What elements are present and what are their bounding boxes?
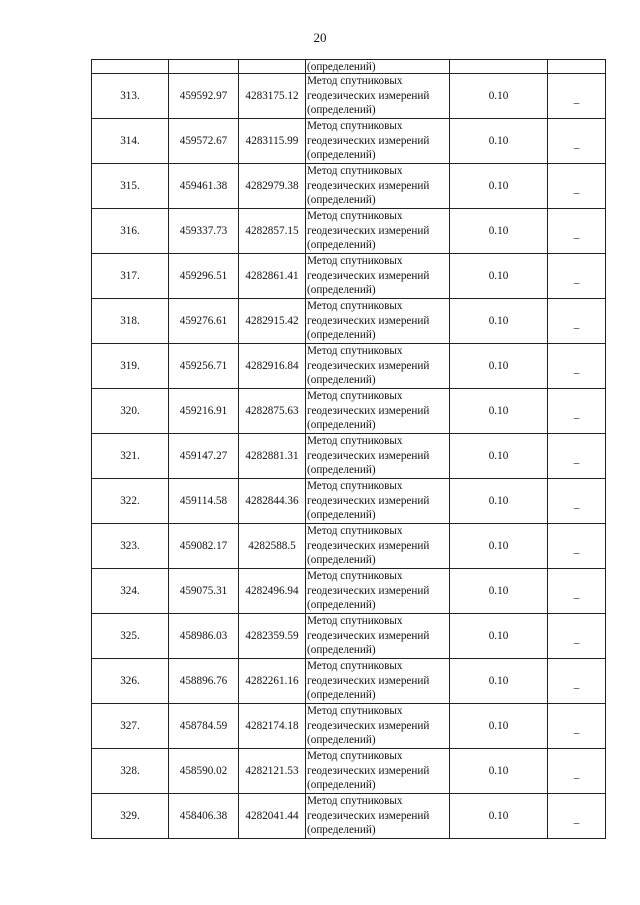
cell-accuracy: 0.10 [450, 614, 548, 659]
cell-method [306, 344, 450, 389]
cell-note [548, 344, 606, 389]
cell-method [306, 164, 450, 209]
method-line: геодезических измерений [307, 404, 430, 417]
cell-method [306, 254, 450, 299]
cell-number: 318. [92, 299, 169, 344]
note-dash: _ [573, 812, 580, 825]
note-dash: _ [573, 767, 580, 780]
cell-x: 458406.38 [169, 794, 239, 839]
method-line: (определений) [307, 104, 376, 117]
table-row [92, 119, 606, 164]
note-dash: _ [573, 407, 580, 420]
cell-method [306, 794, 450, 839]
cell-method [306, 569, 450, 614]
cell-note [548, 794, 606, 839]
cell-number: 320. [92, 389, 169, 434]
cell-y: 4282359.59 [239, 614, 306, 659]
note-dash: _ [573, 722, 580, 735]
cell-x: 458590.02 [169, 749, 239, 794]
cell-x: 459572.67 [169, 119, 239, 164]
cell-accuracy: 0.10 [450, 254, 548, 299]
method-line: геодезических измерений [307, 494, 430, 507]
method-line: (определений) [307, 194, 376, 207]
cell-note [548, 254, 606, 299]
table-row [92, 479, 606, 524]
method-line: Метод спутниковых [307, 570, 403, 583]
table-row [92, 344, 606, 389]
table-row [92, 209, 606, 254]
method-line: геодезических измерений [307, 719, 430, 732]
cell-y: 4282915.42 [239, 299, 306, 344]
cell-accuracy: 0.10 [450, 209, 548, 254]
cell-accuracy: 0.10 [450, 74, 548, 119]
note-dash: _ [573, 92, 580, 105]
cell-number: 325. [92, 614, 169, 659]
table-row [92, 659, 606, 704]
cell-y [239, 60, 306, 74]
cell-note [548, 74, 606, 119]
cell-note [548, 659, 606, 704]
cell-note [548, 749, 606, 794]
method-line: Метод спутниковых [307, 390, 403, 403]
method-line: (определений) [307, 284, 376, 297]
cell-note [548, 434, 606, 479]
cell-x: 458784.59 [169, 704, 239, 749]
method-line: Метод спутниковых [307, 660, 403, 673]
cell-number: 313. [92, 74, 169, 119]
cell-y: 4282496.94 [239, 569, 306, 614]
cell-note [548, 389, 606, 434]
cell-y: 4282174.18 [239, 704, 306, 749]
cell-accuracy: 0.10 [450, 119, 548, 164]
method-line: (определений) [307, 734, 376, 747]
table-row [92, 74, 606, 119]
cell-x: 459256.71 [169, 344, 239, 389]
method-line: геодезических измерений [307, 314, 430, 327]
cell-number: 315. [92, 164, 169, 209]
method-line: (определений) [307, 419, 376, 432]
note-dash: _ [573, 182, 580, 195]
cell-method [306, 389, 450, 434]
cell-accuracy: 0.10 [450, 524, 548, 569]
cell-number: 319. [92, 344, 169, 389]
cell-accuracy: 0.10 [450, 794, 548, 839]
table-row [92, 794, 606, 839]
cell-y: 4283115.99 [239, 119, 306, 164]
method-line: Метод спутниковых [307, 480, 403, 493]
cell-accuracy: 0.10 [450, 749, 548, 794]
table-row [92, 524, 606, 569]
cell-y: 4282041.44 [239, 794, 306, 839]
table-row [92, 704, 606, 749]
table-row [92, 614, 606, 659]
method-line: (определений) [307, 689, 376, 702]
cell-method [306, 434, 450, 479]
note-dash: _ [573, 542, 580, 555]
method-line: геодезических измерений [307, 449, 430, 462]
method-line: Метод спутниковых [307, 120, 403, 133]
coordinates-table [91, 59, 606, 839]
cell-note [548, 299, 606, 344]
note-dash: _ [573, 137, 580, 150]
method-line: Метод спутниковых [307, 255, 403, 268]
cell-x: 459082.17 [169, 524, 239, 569]
cell-number [92, 60, 169, 74]
cell-note [548, 569, 606, 614]
page-number: 20 [313, 30, 327, 45]
method-line: (определений) [307, 644, 376, 657]
method-line: (определений) [307, 509, 376, 522]
note-dash: _ [573, 362, 580, 375]
cell-y: 4282861.41 [239, 254, 306, 299]
method-line: (определений) [307, 239, 376, 252]
cell-number: 314. [92, 119, 169, 164]
note-dash: _ [573, 497, 580, 510]
cell-y: 4282881.31 [239, 434, 306, 479]
cell-note [548, 209, 606, 254]
table-row [92, 164, 606, 209]
cell-y: 4282916.84 [239, 344, 306, 389]
cell-method [306, 119, 450, 164]
cell-number: 316. [92, 209, 169, 254]
cell-x: 459147.27 [169, 434, 239, 479]
continuation-row [92, 60, 606, 74]
method-line: геодезических измерений [307, 764, 430, 777]
cell-method [306, 524, 450, 569]
cell-x: 458896.76 [169, 659, 239, 704]
method-line: (определений) [307, 779, 376, 792]
cell-note [548, 60, 606, 74]
table-row [92, 254, 606, 299]
cell-number: 321. [92, 434, 169, 479]
table-row [92, 299, 606, 344]
method-line: Метод спутниковых [307, 300, 403, 313]
cell-x: 459216.91 [169, 389, 239, 434]
cell-method [306, 749, 450, 794]
method-line: Метод спутниковых [307, 210, 403, 223]
table-row [92, 749, 606, 794]
cell-note [548, 524, 606, 569]
cell-x: 459592.97 [169, 74, 239, 119]
method-line: геодезических измерений [307, 89, 430, 102]
note-dash: _ [573, 587, 580, 600]
cell-note [548, 164, 606, 209]
method-line: геодезических измерений [307, 179, 430, 192]
note-dash: _ [573, 632, 580, 645]
table-row [92, 389, 606, 434]
method-line: Метод спутниковых [307, 795, 403, 808]
method-line: геодезических измерений [307, 629, 430, 642]
cell-note [548, 119, 606, 164]
cell-number: 324. [92, 569, 169, 614]
cell-number: 329. [92, 794, 169, 839]
cell-accuracy: 0.10 [450, 479, 548, 524]
cell-x: 459337.73 [169, 209, 239, 254]
note-dash: _ [573, 272, 580, 285]
cell-method [306, 659, 450, 704]
note-dash: _ [573, 677, 580, 690]
cell-method [306, 299, 450, 344]
method-line: геодезических измерений [307, 809, 430, 822]
cell-number: 327. [92, 704, 169, 749]
cell-accuracy: 0.10 [450, 389, 548, 434]
cell-method [306, 479, 450, 524]
method-line: геодезических измерений [307, 674, 430, 687]
note-dash: _ [573, 227, 580, 240]
cell-method [306, 704, 450, 749]
cell-y: 4282121.53 [239, 749, 306, 794]
note-dash: _ [573, 317, 580, 330]
cell-y: 4282844.36 [239, 479, 306, 524]
method-line: Метод спутниковых [307, 345, 403, 358]
method-line: (определений) [307, 149, 376, 162]
method-line: (определений) [307, 824, 376, 837]
table-body [92, 60, 606, 839]
cell-note [548, 614, 606, 659]
method-line: Метод спутниковых [307, 75, 403, 88]
note-dash: _ [573, 452, 580, 465]
method-line: геодезических измерений [307, 539, 430, 552]
cell-accuracy [450, 60, 548, 74]
method-line: Метод спутниковых [307, 435, 403, 448]
method-line: (определений) [307, 599, 376, 612]
cell-y: 4282875.63 [239, 389, 306, 434]
method-line: Метод спутниковых [307, 750, 403, 763]
method-line: Метод спутниковых [307, 525, 403, 538]
cell-accuracy: 0.10 [450, 299, 548, 344]
method-line: (определений) [307, 329, 376, 342]
cell-accuracy: 0.10 [450, 434, 548, 479]
method-line: (определений) [307, 554, 376, 567]
cell-method [306, 74, 450, 119]
cell-y: 4282857.15 [239, 209, 306, 254]
cell-x: 459075.31 [169, 569, 239, 614]
cell-x: 458986.03 [169, 614, 239, 659]
method-line: (определений) [307, 464, 376, 477]
cell-accuracy: 0.10 [450, 164, 548, 209]
cell-accuracy: 0.10 [450, 344, 548, 389]
cell-x: 459114.58 [169, 479, 239, 524]
cell-y: 4282261.16 [239, 659, 306, 704]
table-row [92, 434, 606, 479]
cell-number: 326. [92, 659, 169, 704]
method-line: геодезических измерений [307, 224, 430, 237]
cell-x: 459461.38 [169, 164, 239, 209]
cell-method [306, 614, 450, 659]
cell-accuracy: 0.10 [450, 659, 548, 704]
cell-note [548, 704, 606, 749]
method-line: геодезических измерений [307, 269, 430, 282]
method-line: Метод спутниковых [307, 705, 403, 718]
cell-number: 323. [92, 524, 169, 569]
cell-x [169, 60, 239, 74]
table-row [92, 569, 606, 614]
cell-x: 459276.61 [169, 299, 239, 344]
method-line: (определений) [307, 374, 376, 387]
method-line: геодезических измерений [307, 134, 430, 147]
method-line: Метод спутниковых [307, 615, 403, 628]
cell-y: 4283175.12 [239, 74, 306, 119]
cell-method [306, 209, 450, 254]
cell-y: 4282979.38 [239, 164, 306, 209]
cell-number: 322. [92, 479, 169, 524]
cell-accuracy: 0.10 [450, 569, 548, 614]
cell-note [548, 479, 606, 524]
cell-y: 4282588.5 [239, 524, 306, 569]
cell-accuracy: 0.10 [450, 704, 548, 749]
method-line: Метод спутниковых [307, 165, 403, 178]
cell-x: 459296.51 [169, 254, 239, 299]
method-line: геодезических измерений [307, 359, 430, 372]
cell-number: 328. [92, 749, 169, 794]
method-line: геодезических измерений [307, 584, 430, 597]
cell-number: 317. [92, 254, 169, 299]
cell-method: (определений) [306, 60, 450, 74]
